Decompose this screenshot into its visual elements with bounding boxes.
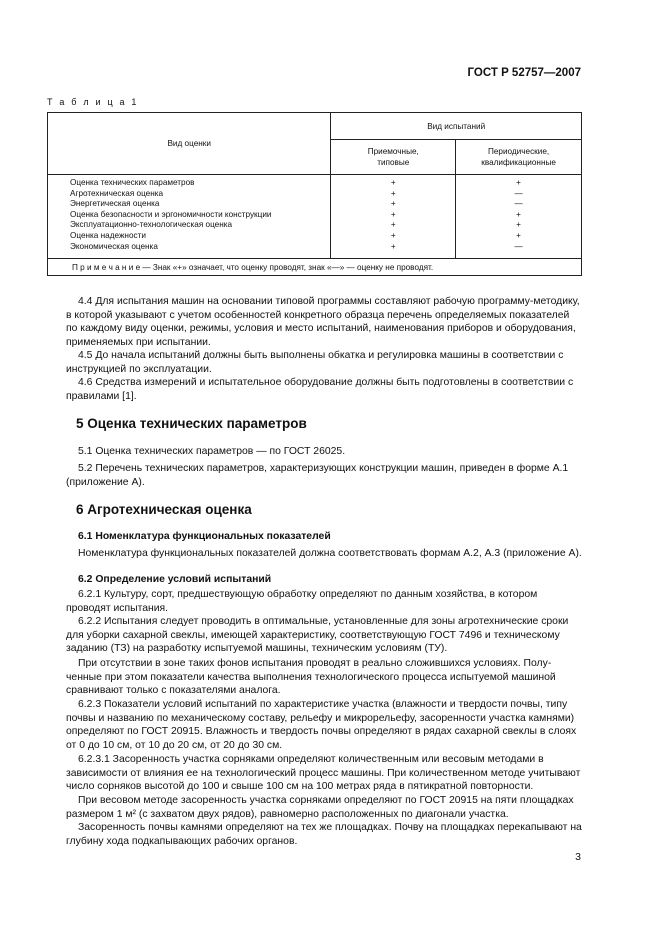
mark: + xyxy=(390,209,396,219)
table-row: Агротехническая оценка xyxy=(70,188,164,198)
periodic-column xyxy=(456,175,582,259)
para-5-2: 5.2 Перечень технических параметров, характеризующих конструкции машин, приведен в форме А.1 (приложение А). xyxy=(66,463,569,488)
para-6-2-3: 6.2.3 Показатели условий испытаний по характеристике участка (влажности и твердости почвы, типу почвы и названию по механическому составу, рельефу и микрорельефу, засоренности участка камнями) определяют по ГОСТ 20915. Влажность и твердость почвы определяют в рядах сахарной свеклы в слоях от 0 до 10 см, от 10 до 20 см, от 20 до 30 см. xyxy=(66,699,577,751)
header-kind: Вид оценки xyxy=(48,113,331,175)
table-row: Оценка безопасности и эргономичности конструкции xyxy=(70,209,272,219)
table-row: Оценка технических параметров xyxy=(70,178,195,187)
mark: + xyxy=(390,220,396,230)
para-5-1: 5.1 Оценка технических параметров — по ГОСТ 26025. xyxy=(78,446,346,457)
para-6-2-1: 6.2.1 Культуру, сорт, предшествующую обработку определяют по данным хозяйства, в котором проводят испытания. xyxy=(66,589,538,614)
section-5-heading: 5 Оценка технических параметров xyxy=(76,416,307,431)
header-tests: Вид испытаний xyxy=(331,113,582,140)
subsection-6-1-heading: 6.1 Номенклатура функциональных показателей xyxy=(78,531,331,542)
mark: + xyxy=(390,188,396,198)
mark: — xyxy=(514,188,523,198)
mark: + xyxy=(516,209,521,219)
acceptance-column xyxy=(331,175,456,259)
para-6-2-3-1: 6.2.3.1 Засоренность участка сорняками определяют количественным или весовым методами в зависимости от влияния ее на технологический процесс машины. При количественном методе учитывают число сорняков высотой до 100 и свыше 100 см на 100 метрах ряда в пятикратной повторности. xyxy=(66,754,581,793)
standard-number: ГОСТ Р 52757—2007 xyxy=(467,67,581,79)
para-4-6: 4.6 Средства измерений и испытательное оборудование должны быть подготовлены в соответствии с правилами [1]. xyxy=(66,377,574,402)
table-note: П р и м е ч а н и е — Знак «+» означает, что оценку проводят, знак «—» — оценку не проводят. xyxy=(48,259,582,276)
para-4-4: 4.4 Для испытания машин на основании типовой программы составляют рабочую программу-методику, в которой указывают с учетом особенностей конкретного образца перечень определяемых показателей по каждому виду оценки, режимы, условия и место испытаний, наименования приборов и оборудования, применяемых при испытании. xyxy=(66,296,580,348)
mark: + xyxy=(390,199,396,209)
header-periodic: Периодические, квалификационные xyxy=(456,140,582,175)
para-absent-conditions: При отсутствии в зоне таких фонов испытания проводят в реально сложившихся условиях. Полученные при этом показатели качества выполнения технологического процесса испытуемой машиной сравнивают только с показателями аналога. xyxy=(66,658,556,697)
kind-column xyxy=(48,175,331,259)
section-6-heading: 6 Агротехническая оценка xyxy=(76,502,252,517)
mark: — xyxy=(514,199,523,209)
subsection-6-2-heading: 6.2 Определение условий испытаний xyxy=(78,574,272,585)
page-number: 3 xyxy=(575,851,581,863)
para-4-5: 4.5 До начала испытаний должны быть выполнены обкатка и регулировка машины в соответствии с инструкцией по эксплуатации. xyxy=(66,350,564,375)
table-row: Оценка надежности xyxy=(70,230,146,240)
table-row: Энергетическая оценка xyxy=(70,199,160,209)
table-row: Экономическая оценка xyxy=(70,241,158,251)
table-caption: Т а б л и ц а 1 xyxy=(47,97,139,107)
para-6-2-2: 6.2.2 Испытания следует проводить в оптимальные, установленные для зоны агротехнические сроки для уборки сахарной свеклы, имеющей характеристику, соответствующую ГОСТ 7496 и техническому заданию (ТЗ) на разработку испытуемой машины, техническим условиям (ТУ). xyxy=(66,616,569,655)
para-stones: Засоренность почвы камнями определяют на тех же площадках. Почву на площадках перекапывают на глубину хода подкапывающих рабочих органов. xyxy=(66,822,582,847)
mark: + xyxy=(390,241,396,251)
evaluation-table xyxy=(47,112,582,276)
mark: + xyxy=(516,178,521,187)
para-6-1: Номенклатура функциональных показателей должна соответствовать формам А.2, А.3 (приложение А). xyxy=(78,548,582,559)
mark: — xyxy=(514,241,523,251)
mark: + xyxy=(516,220,521,230)
mark: + xyxy=(516,230,521,240)
mark: + xyxy=(390,230,396,240)
header-acceptance: Приемочные, типовые xyxy=(331,140,456,175)
para-weight-method: При весовом методе засоренность участка сорняками определяют по ГОСТ 20915 на пяти площадках размером 1 м² (с захватом двух рядов), равномерно расположенных по диагонали участка. xyxy=(66,795,574,820)
mark: + xyxy=(390,178,396,187)
table-row: Эксплуатационно-технологическая оценка xyxy=(70,220,233,230)
